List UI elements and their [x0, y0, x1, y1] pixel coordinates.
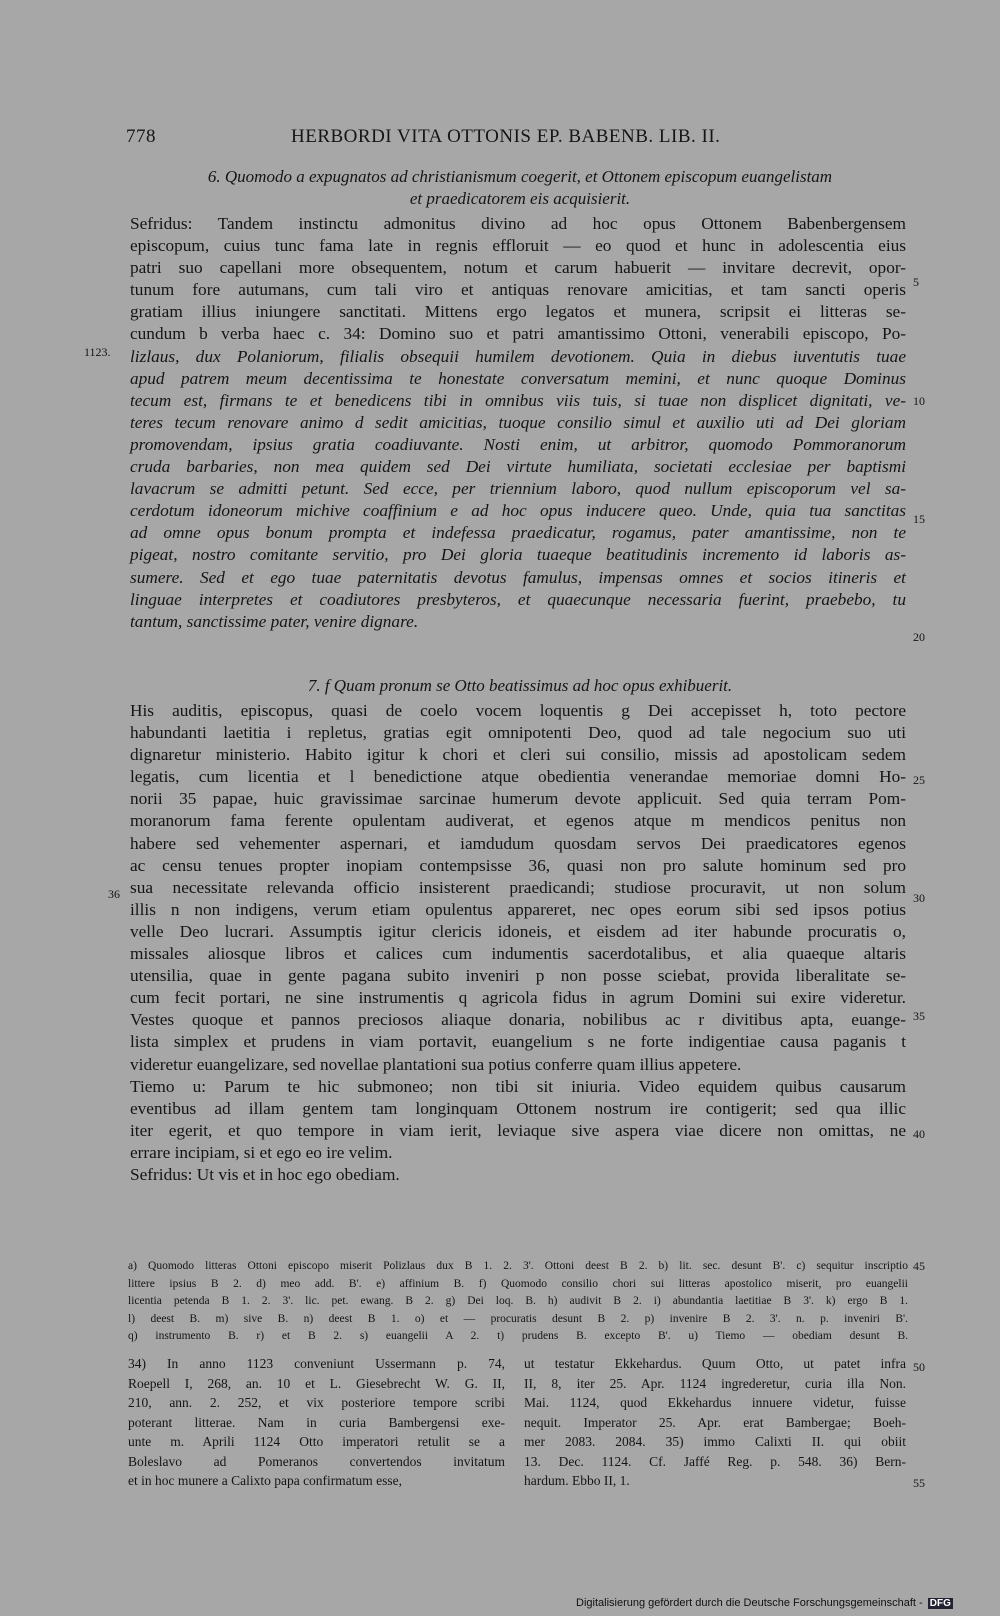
text-line: sua necessitate relevanda officio insisterent praedicandi; studiose procuravit, ut non solum	[130, 877, 906, 897]
apparatus-line: l) deest B. m) sive B. n) deest B 1. o) et — procuratis desunt B 2. p) invenire B 2. 3'. n. p. inveniri B'.	[128, 1312, 908, 1325]
apparatus-line: a) Quomodo litteras Ottoni episcopo miserit Polizlaus dux B 1. 2. 3'. Ottoni deest B 2. b) lit. sec. desunt B'. c) sequitur inscriptio	[128, 1260, 908, 1272]
text-line: apud patrem meum decentissima te honestate conversatum memini, et nunc quoque Dominus	[130, 368, 906, 388]
text-line: Tiemo u: Parum te hic submoneo; non tibi sit iniuria. Video equidem quibus causarum	[130, 1076, 906, 1096]
text-line: velle Deo lucrari. Assumptis igitur clericis idoneis, et eisdem ad iter habunde procuratis o,	[130, 921, 906, 941]
commentary-line: 13. Dec. 1124. Cf. Jaffé Reg. p. 548. 36) Bern-	[524, 1453, 906, 1469]
text-line: tecum est, firmans te et benedicens tibi in omnibus viis tuis, si tuae non displicet dignitati, ve-	[130, 390, 906, 410]
chapter-7-heading	[130, 675, 910, 697]
footer-text: Digitalisierung gefördert durch die Deutsche Forschungsgemeinschaft -	[576, 1597, 923, 1609]
text-line: lista simplex et prudens in viam portavit, euangelium s ne forte indigentiae causa paganis t	[130, 1032, 906, 1052]
text-line: linguae interpretes et coadiutores presbyteros, et quaecunque necessaria fuerint, praebebo, tu	[130, 589, 906, 609]
text-line: promovendam, ipsius gratia coadiuvante. Nosti enim, ut arbitror, quomodo Pommoranorum	[130, 434, 906, 454]
commentary-line: Mai. 1124, quod Ekkehardus innuere videtur, fuisse	[524, 1395, 906, 1410]
commentary-line: Roepell I, 268, an. 10 et L. Giesebrecht W. G. II,	[128, 1375, 505, 1391]
commentary-line: nequit. Imperator 25. Apr. erat Bambergae; Boeh-	[524, 1414, 906, 1430]
text-line: patri suo capellani more obsequentem, notum et carum habuerit — invitare decrevit, opor-	[130, 258, 906, 278]
line-number: 55	[913, 1476, 925, 1490]
apparatus-line: licentia petenda B 1. 2. 3'. lic. pet. ewang. B 2. g) Dei loq. B. h) audivit B 2. i) abundantia laetitiae B 3'. k) ergo B 1.	[128, 1295, 908, 1308]
text-line: eventibus ad illam gentem tam longinquam Ottonem nostrum ire contigerit; sed qua illic	[130, 1098, 906, 1118]
text-line: tantum, sanctissime pater, venire dignare.	[130, 611, 419, 631]
text-line: cum fecit portari, ne sine instrumentis q agricola fidus in agrum Domini sui exire videretur.	[130, 988, 906, 1008]
text-line: Sefridus: Ut vis et in hoc ego obediam.	[130, 1164, 400, 1184]
commentary-line: 210, ann. 2. 252, et vix posteriore tempore scribi	[128, 1395, 505, 1410]
text-line: moranorum fama ferente opulentam audiverat, et egenos atque m mendicos penitus non	[130, 811, 906, 831]
text-line: cerdotum idoneorum michive coaffinium e ad hoc opus inducere queo. Unde, quia tua sanctitas	[130, 501, 906, 521]
apparatus-line: q) instrumento B. r) et B 2. s) euangelii A 2. t) prudens B. excepto B'. u) Tiemo — obediam desunt B.	[128, 1330, 908, 1343]
line-number: 10	[913, 394, 925, 408]
commentary-line: unte m. Aprili 1124 Otto imperatori retulit se a	[128, 1434, 505, 1449]
text-line: lavacrum se admitti petunt. Sed ecce, per triennium laboro, quod nullum episcoporum vel sa-	[130, 479, 906, 499]
text-line: dignaretur ministerio. Habito igitur k chori et cleri sui consilio, missis ad apostolicam sedem	[130, 745, 906, 765]
text-line: iter egerit, et quo tempore in viam ierit, leviaque sive aspera viae dicere non omittas, ne	[130, 1120, 906, 1140]
text-line: tunum fore autumans, cum tali viro et antiquas renovare amicitias, et tam sancti operis	[130, 280, 906, 300]
commentary-right-column	[524, 1354, 906, 1491]
text-line: teres tecum renovare animo d sedit amicitias, tuoque consilio simul et auxilio uti ad Dei gloriam	[130, 412, 906, 432]
apparatus-line: littere ipsius B 2. d) meo add. B'. e) affinium B. f) Quomodo consilio chori sui litteras apostolico miserit, pro euangelii	[128, 1277, 908, 1290]
commentary-line: 34) In anno 1123 conveniunt Ussermann p. 74,	[128, 1356, 505, 1371]
text-line: illis n non indigens, verum etiam opulentus appareret, nec opes eorum sibi sed ipsos potius	[130, 899, 906, 919]
margin-year: 1123.	[84, 345, 111, 359]
critical-apparatus	[128, 1258, 908, 1346]
line-number: 5	[913, 275, 919, 289]
chapter-7-text	[130, 700, 906, 1186]
text-line: ac censu tenues propter inopiam contempsisse 36, quasi non pro salute hominum sed pro	[130, 855, 906, 875]
text-line: lizlaus, dux Polaniorum, filialis obsequii humilem devotionem. Quia in diebus iuventutis tuae	[130, 346, 906, 366]
text-line: sumere. Sed et ego tuae paternitatis devotus famulus, impensas omnes et socios itineris et	[130, 567, 906, 587]
commentary-line: et in hoc munere a Calixto papa confirmatum esse,	[128, 1473, 403, 1488]
commentary-line: mer 2083. 2084. 35) immo Calixti II. qui obiit	[524, 1434, 906, 1449]
chapter-7-heading-text: 7. f Quam pronum se Otto beatissimus ad hoc opus exhibuerit.	[307, 676, 733, 695]
chapter-6-heading-line: et praedicatorem eis acquisierit.	[409, 189, 631, 208]
commentary-line: Boleslavo ad Pomeranos convertendos invitatum	[128, 1453, 505, 1469]
text-line: habere sed vehementer aspernari, et iamdudum quosdam servos Dei praedicatores egenos	[130, 833, 906, 853]
line-number: 45	[913, 1259, 925, 1273]
text-line: norii 35 papae, huic gravissimae sarcinae humerum devote applicuit. Sed quia terram Pom-	[130, 789, 906, 809]
line-number: 50	[913, 1360, 925, 1374]
commentary-line: II, 8, iter 25. Apr. 1124 ingrederetur, curia illa Non.	[524, 1375, 906, 1391]
chapter-6-heading	[130, 166, 910, 210]
text-line: errare incipiam, si et ego eo ire velim.	[130, 1142, 393, 1162]
text-line: pigeat, nostro comitante servitio, pro Dei gloria tuaeque beatitudinis incremento id laboris as-	[130, 545, 906, 565]
commentary-line: hardum. Ebbo II, 1.	[524, 1473, 630, 1488]
text-line: cruda barbaries, non mea quidem sed Dei virtute humiliata, societati ecclesiae per baptismi	[130, 457, 906, 477]
text-line: habundanti laetitia i repletus, gratias egit omnipotenti Deo, quod ad tale negocium suo uti	[130, 723, 906, 743]
line-number: 30	[913, 891, 925, 905]
chapter-6-text	[130, 213, 906, 633]
text-line: videretur euangelizare, sed novellae plantationi sua potius conferre quam illius appetere.	[130, 1054, 742, 1074]
text-line: Vestes quoque et pannos preciosos aliaque donaria, nobilibus ac r divitibus apta, euange-	[130, 1010, 906, 1030]
text-line: utensilia, quae in gente pagana subito inveniri p non posse sciebat, provida liberalitate se-	[130, 966, 906, 986]
line-number: 20	[913, 630, 925, 644]
line-number: 40	[913, 1127, 925, 1141]
commentary-line: ut testatur Ekkehardus. Quum Otto, ut patet infra	[524, 1356, 906, 1371]
dfg-logo: DFG	[929, 1598, 951, 1609]
line-number: 15	[913, 512, 925, 526]
text-line: His auditis, episcopus, quasi de coelo vocem loquentis g Dei accepisset h, toto pectore	[130, 701, 906, 720]
text-line: cundum b verba haec c. 34: Domino suo et patri amantissimo Ottoni, venerabili episcopo, Po-	[130, 324, 906, 344]
running-title: HERBORDI VITA OTTONIS EP. BABENB. LIB. II.	[291, 126, 721, 147]
page-number: 778	[126, 126, 156, 147]
line-number: 25	[913, 773, 925, 787]
footer	[576, 1597, 953, 1609]
text-line: ad omne opus bonum prompta et indefessa praedicatur, rogamus, pater amantissime, non te	[130, 523, 906, 543]
commentary-left-column	[128, 1354, 505, 1491]
margin-note: 36	[108, 887, 120, 901]
text-line: legatis, cum licentia et l benedictione atque obedientia venerandae memoriae domni Ho-	[130, 767, 906, 787]
text-line: Sefridus: Tandem instinctu admonitus divino ad hoc opus Ottonem Babenbergensem	[130, 214, 906, 233]
text-line: missales aliosque libros et calices cum indumentis sacerdotalibus, et alia quaeque altaris	[130, 944, 906, 964]
chapter-6-heading-line: 6. Quomodo a expugnatos ad christianismum coegerit, et Ottonem episcopum euangelistam	[207, 167, 833, 186]
text-line: episcopum, cuius tunc fama late in regnis effloruit — eo quod et hunc in adolescentia eius	[130, 236, 906, 256]
text-line: gratiam illius iniungere sanctitati. Mittens ergo legatos et munera, scripsit ei litteras se-	[130, 302, 906, 322]
commentary-line: poterant litterae. Nam in curia Bambergensi exe-	[128, 1414, 505, 1430]
line-number: 35	[913, 1009, 925, 1023]
